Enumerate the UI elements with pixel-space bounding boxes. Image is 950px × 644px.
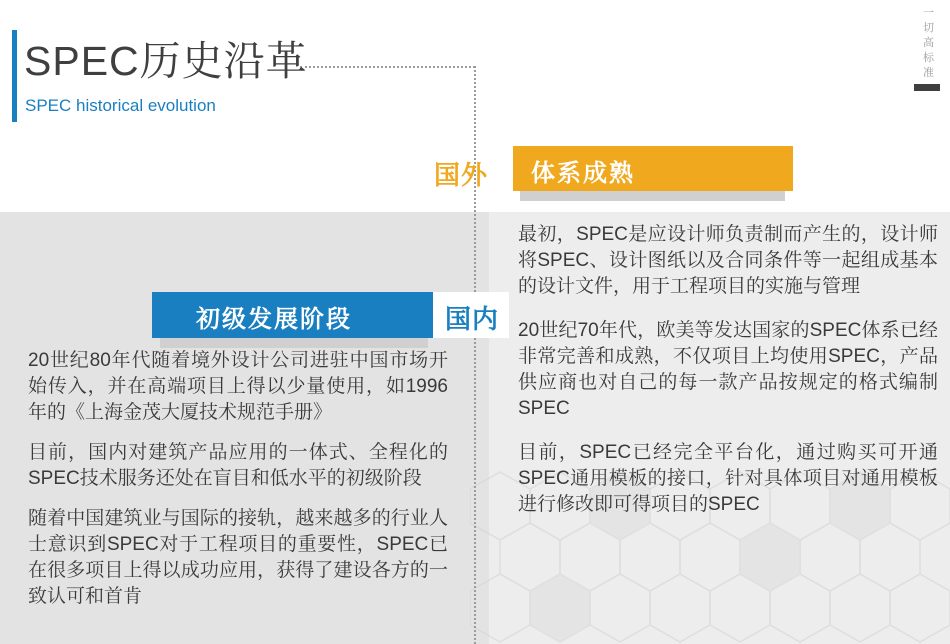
abroad-banner-label: 体系成熟: [531, 160, 635, 187]
domestic-banner-shadow: [160, 338, 428, 348]
abroad-side-label: 国外: [434, 160, 489, 190]
abroad-banner-shadow: [520, 191, 785, 201]
abroad-paragraph: 目前，SPEC已经完全平台化，通过购买可开通SPEC通用模板的接口，针对具体项目对通用模板进行修改即可得项目的SPEC: [518, 442, 938, 515]
domestic-paragraph: 20世纪80年代随着境外设计公司进驻中国市场开始传入，并在高端项目上得以少量使用，如1996年的《上海金茂大厦技术规范手册》: [28, 350, 448, 423]
domestic-side-label: 国内: [444, 304, 499, 334]
domestic-text-column: [28, 348, 448, 624]
connector-line-horizontal: [300, 66, 475, 68]
domestic-paragraph: 目前，国内对建筑产品应用的一体式、全程化的SPEC技术服务还处在盲目和低水平的初级阶段: [28, 442, 448, 489]
title-accent-bar: [12, 30, 17, 122]
abroad-text-column: [518, 222, 938, 536]
domestic-banner-label: 初级发展阶段: [196, 306, 352, 333]
connector-line-vertical: [474, 66, 476, 644]
page-subtitle: SPEC historical evolution: [25, 96, 216, 115]
domestic-paragraph: 随着中国建筑业与国际的接轨，越来越多的行业人士意识到SPEC对于工程项目的重要性，SPEC已在很多项目上得以成功应用，获得了建设各方的一致认可和首肯: [28, 508, 448, 607]
page-title: SPEC历史沿革: [24, 38, 308, 84]
abroad-paragraph: 20世纪70年代，欧美等发达国家的SPEC体系已经非常完善和成熟，不仅项目上均使用SPEC，产品供应商也对自己的每一款产品按规定的格式编制SPEC: [518, 320, 938, 419]
abroad-paragraph: 最初，SPEC是应设计师负责制而产生的，设计师将SPEC、设计图纸以及合同条件等一起组成基本的设计文件，用于工程项目的实施与管理: [518, 224, 938, 297]
brand-vertical-text: 一切高标准: [923, 7, 935, 79]
brand-dash-mark: [914, 84, 940, 91]
